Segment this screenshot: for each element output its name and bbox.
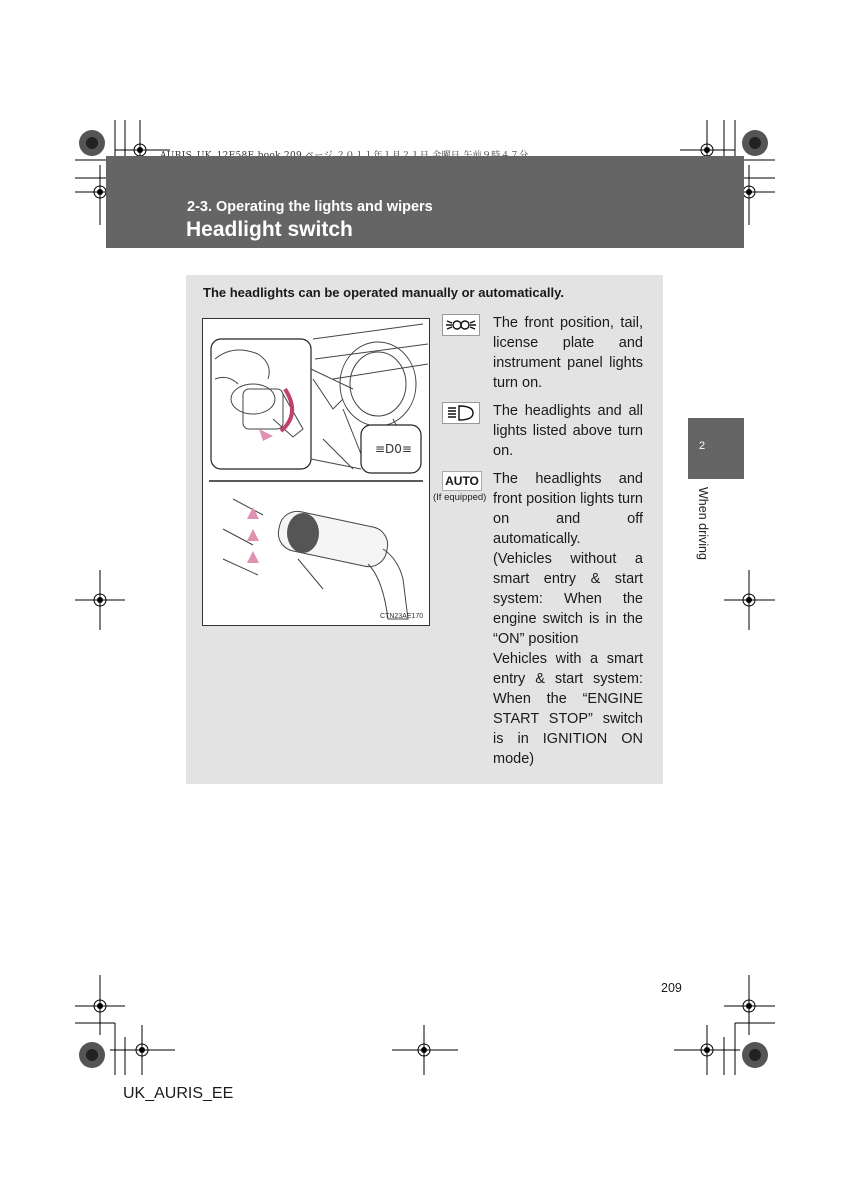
svg-text:≡D0≡: ≡D0≡ bbox=[375, 442, 412, 456]
item-auto-text bbox=[493, 469, 643, 769]
item-headlight-text: The headlights and all lights listed above turn on. bbox=[493, 403, 643, 459]
item-auto-extra2: Vehicles with a smart entry & start system: When the “ENGINE START STOP” switch is in IGNITION ON mode) bbox=[493, 651, 643, 767]
auto-icon: AUTO bbox=[442, 471, 482, 491]
position-lights-icon bbox=[442, 314, 480, 336]
headlight-icon bbox=[442, 402, 480, 424]
if-equipped-note: (If equipped) bbox=[433, 492, 487, 503]
intro-text: The headlights can be operated manually or automatically. bbox=[203, 285, 564, 300]
illustration bbox=[202, 318, 430, 626]
chapter-label: When driving bbox=[696, 487, 710, 560]
footer-code: UK_AURIS_EE bbox=[123, 1085, 234, 1102]
figure-code: CTN23AE170 bbox=[380, 613, 424, 620]
item-auto-extra: (Vehicles without a smart entry & start system: When the engine switch is in the “ON” position bbox=[493, 551, 643, 647]
chapter-number: 2 bbox=[699, 440, 706, 452]
item-auto-main: The headlights and front position lights turn on and off automatically. bbox=[493, 471, 643, 547]
section-title: 2-3. Operating the lights and wipers bbox=[187, 199, 433, 215]
page-number: 209 bbox=[661, 981, 682, 995]
item-position-lights-text: The front position, tail, license plate and instrument panel lights turn on. bbox=[493, 315, 643, 391]
chapter-tab bbox=[688, 418, 744, 479]
illustration-drawing bbox=[203, 319, 429, 625]
page-title: Headlight switch bbox=[186, 218, 353, 241]
